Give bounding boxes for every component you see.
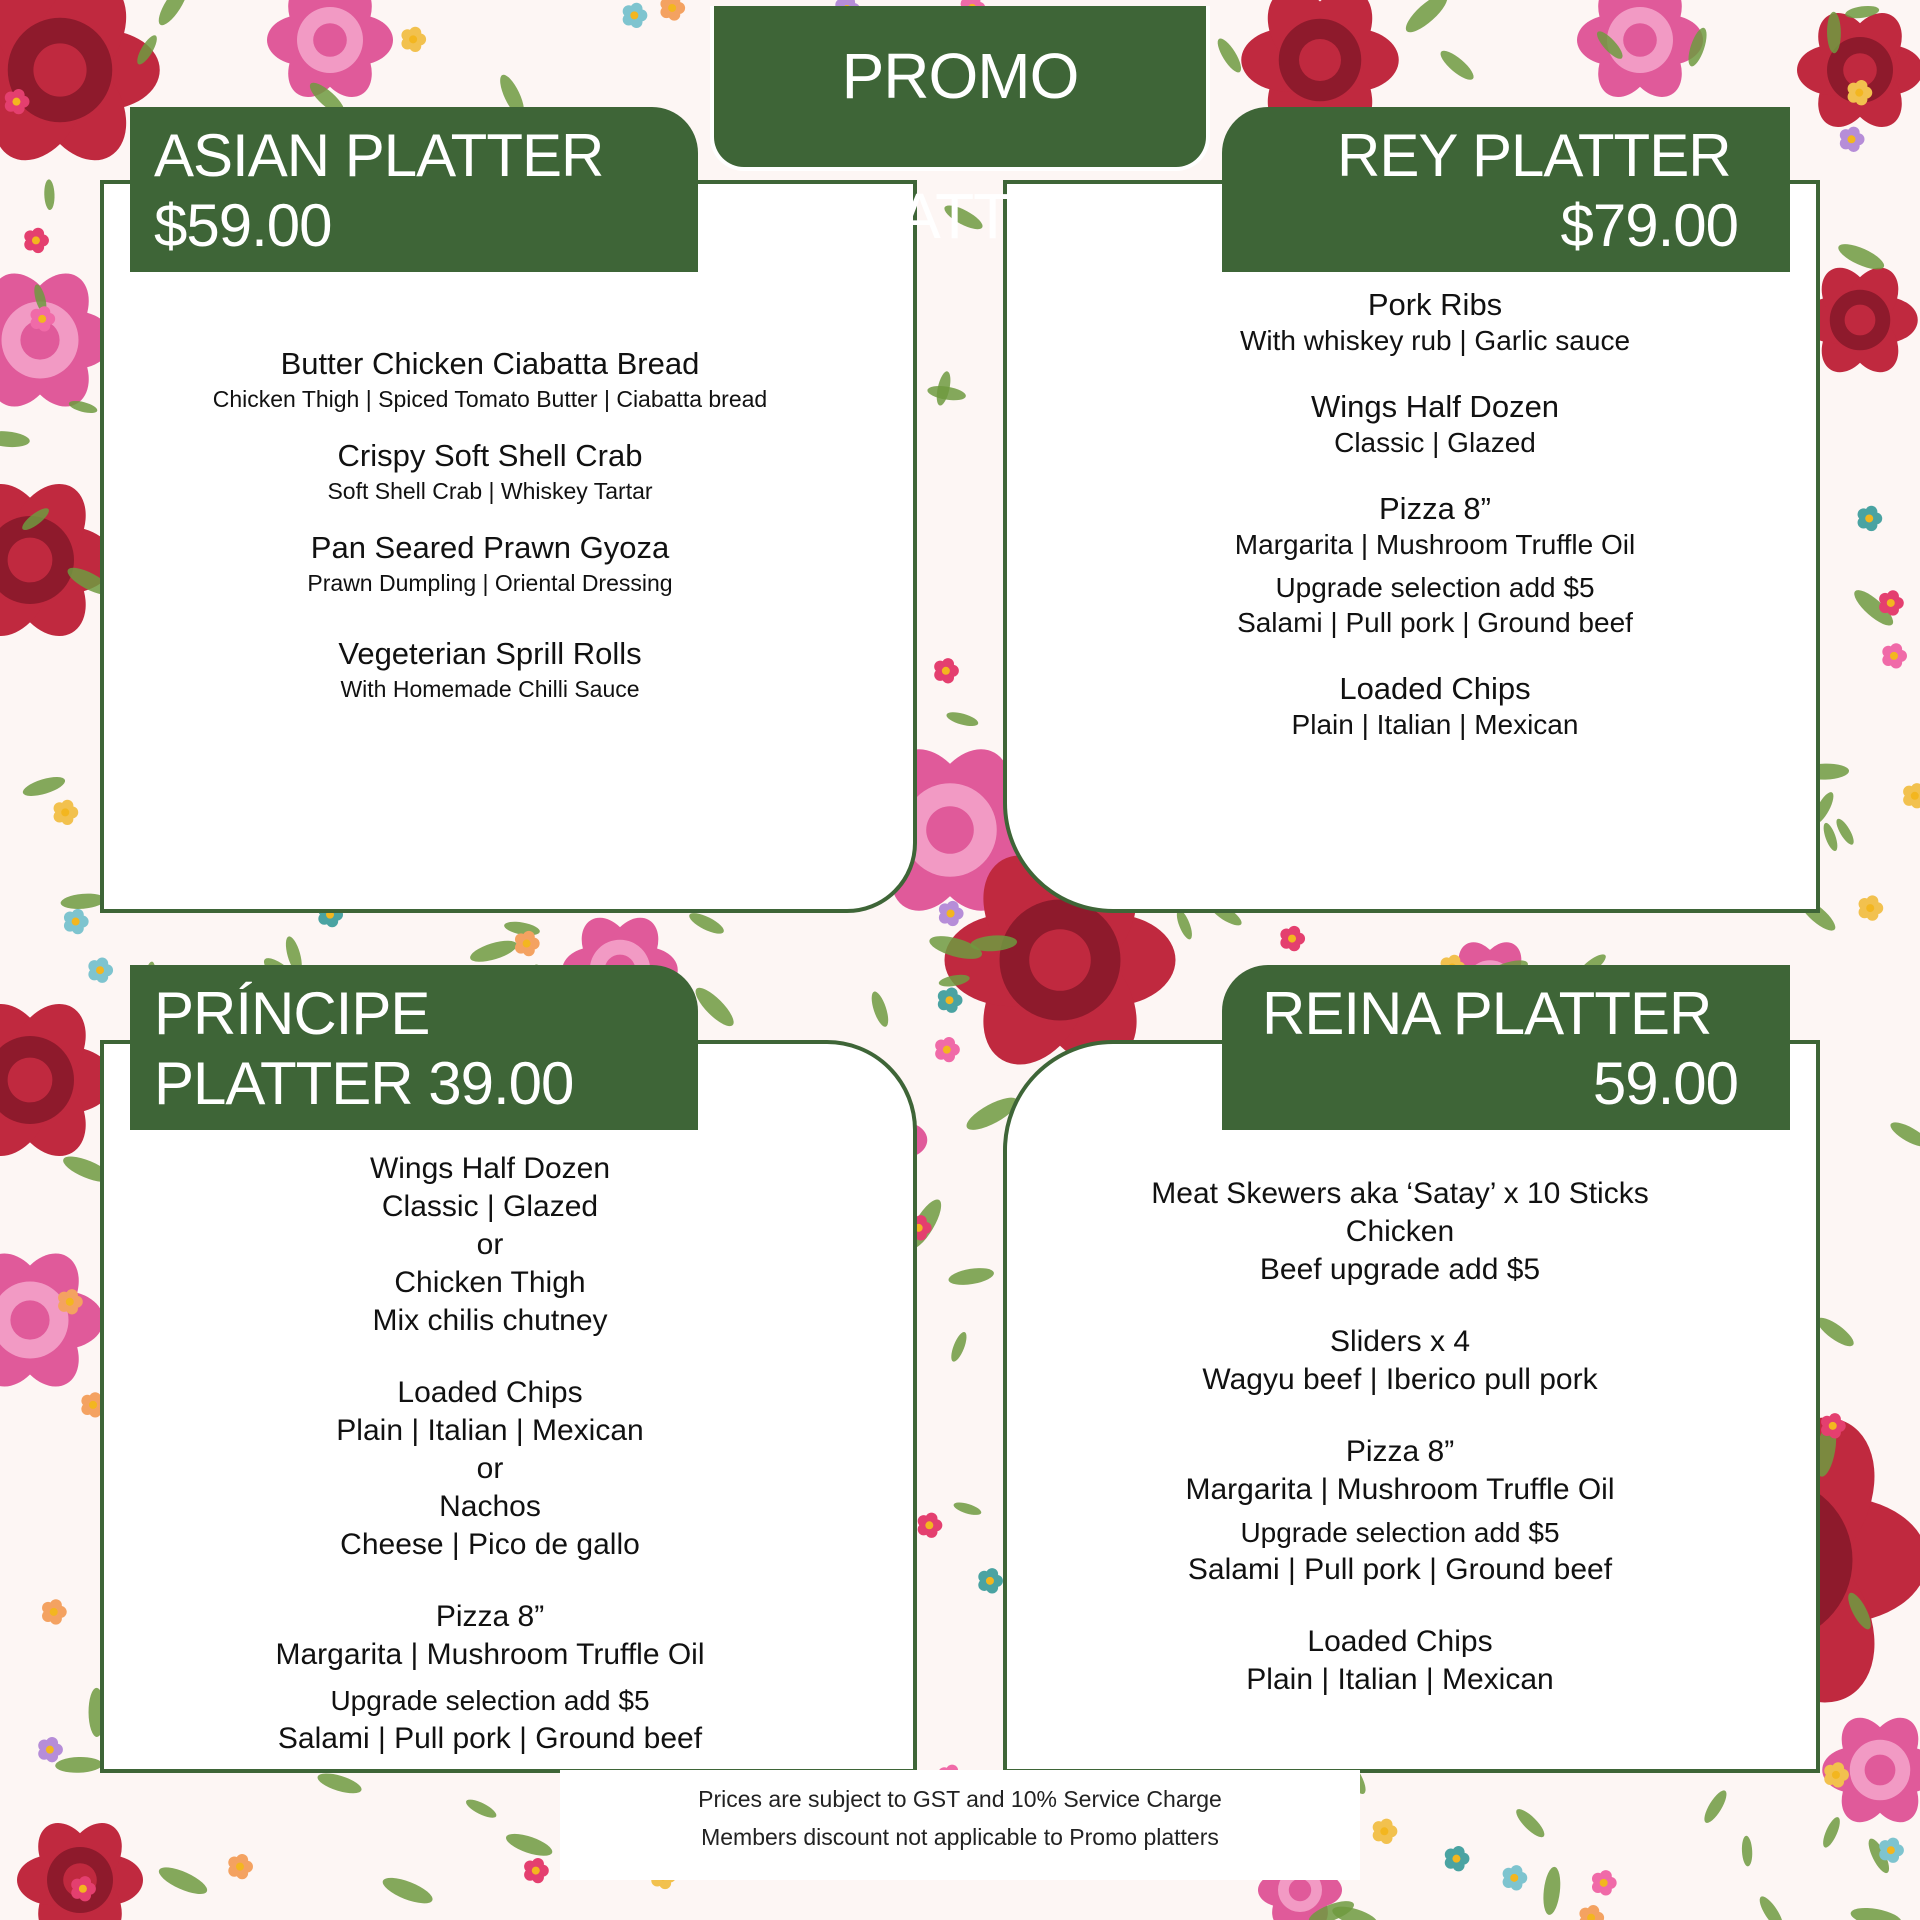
platter-name: ASIAN PLATTER bbox=[154, 122, 604, 189]
footer-notes bbox=[560, 1770, 1360, 1880]
blossom-decoration bbox=[918, 1513, 943, 1538]
menu-item-alt-title: Chicken Thigh bbox=[394, 1266, 586, 1299]
menu-item-title: Loaded Chips bbox=[1339, 671, 1531, 706]
menu-item-title: Loaded Chips bbox=[397, 1376, 583, 1409]
menu-item-title: Wings Half Dozen bbox=[369, 1152, 611, 1185]
menu-item-description: Classic | Glazed bbox=[1334, 427, 1536, 458]
menu-item-description: Wagyu beef | Iberico pull pork bbox=[1202, 1363, 1598, 1396]
asian-platter-header bbox=[130, 107, 698, 272]
platter-price: 59.00 bbox=[1592, 1050, 1738, 1117]
blossom-decoration bbox=[978, 1568, 1003, 1593]
menu-item bbox=[170, 529, 810, 599]
menu-item bbox=[1180, 671, 1690, 743]
menu-item-upgrade: Beef upgrade add $5 bbox=[1259, 1253, 1541, 1286]
menu-item bbox=[170, 635, 810, 705]
blossom-decoration bbox=[515, 931, 540, 956]
menu-item bbox=[1080, 1323, 1720, 1399]
leaf-decoration bbox=[1401, 0, 1453, 38]
leaf-decoration bbox=[380, 1873, 436, 1909]
blossom-decoration bbox=[934, 658, 959, 683]
upgrade-note: Upgrade selection add $5 bbox=[1240, 1517, 1560, 1548]
blossom-decoration bbox=[1840, 127, 1865, 152]
platter-name: REINA PLATTER bbox=[1262, 980, 1712, 1047]
reina-platter-header bbox=[1222, 965, 1790, 1130]
leaf-decoration bbox=[55, 1756, 103, 1773]
menu-item-description: Plain | Italian | Mexican bbox=[1291, 709, 1579, 740]
principe-platter-menu bbox=[190, 1150, 790, 1792]
leaf-decoration bbox=[1512, 1805, 1548, 1841]
menu-item bbox=[190, 1374, 790, 1564]
rose-decoration bbox=[0, 470, 114, 649]
leaf-decoration bbox=[0, 429, 30, 449]
blossom-decoration bbox=[939, 901, 964, 926]
blossom-decoration bbox=[1882, 643, 1907, 668]
blossom-decoration bbox=[1859, 895, 1884, 920]
menu-item-title: Butter Chicken Ciabatta Bread bbox=[280, 346, 700, 381]
menu-item bbox=[1180, 491, 1690, 641]
leaf-decoration bbox=[1887, 1118, 1920, 1151]
leaf-decoration bbox=[154, 0, 193, 29]
platter-price: $79.00 bbox=[1560, 192, 1738, 259]
leaf-decoration bbox=[464, 1796, 499, 1821]
menu-item-title: Crispy Soft Shell Crab bbox=[337, 438, 643, 473]
menu-item-alt-description: Cheese | Pico de gallo bbox=[340, 1528, 640, 1561]
menu-item bbox=[190, 1598, 790, 1758]
menu-item-description: With whiskey rub | Garlic sauce bbox=[1239, 325, 1631, 356]
leaf-decoration bbox=[60, 892, 106, 911]
menu-item-title: Pan Seared Prawn Gyoza bbox=[310, 530, 670, 565]
blossom-decoration bbox=[54, 800, 79, 825]
menu-item-description: Margarita | Mushroom Truffle Oil bbox=[1234, 529, 1636, 560]
upgrade-options: Salami | Pull pork | Ground beef bbox=[277, 1722, 703, 1755]
leaf-decoration bbox=[156, 1862, 211, 1899]
leaf-decoration bbox=[1437, 46, 1478, 84]
leaf-decoration bbox=[1700, 1787, 1730, 1825]
rose-decoration bbox=[1577, 0, 1703, 107]
leaf-decoration bbox=[945, 709, 980, 728]
leaf-decoration bbox=[1820, 1815, 1843, 1850]
leaf-decoration bbox=[1541, 1866, 1562, 1916]
blossom-decoration bbox=[1445, 1846, 1470, 1871]
blossom-decoration bbox=[1879, 1838, 1904, 1863]
blossom-decoration bbox=[1280, 926, 1305, 951]
blossom-decoration bbox=[1592, 1870, 1617, 1895]
blossom-decoration bbox=[64, 909, 89, 934]
menu-item-title: Wings Half Dozen bbox=[1310, 389, 1560, 424]
blossom-decoration bbox=[660, 0, 685, 21]
blossom-decoration bbox=[88, 958, 113, 983]
reina-platter-menu bbox=[1080, 1175, 1720, 1733]
upgrade-note: Upgrade selection add $5 bbox=[1275, 572, 1595, 603]
menu-item-title: Pizza 8” bbox=[435, 1600, 545, 1633]
blossom-decoration bbox=[935, 1037, 960, 1062]
menu-item-alt-title: Nachos bbox=[439, 1490, 541, 1523]
leaf-decoration bbox=[44, 179, 55, 210]
rose-decoration bbox=[0, 990, 114, 1169]
blossom-decoration bbox=[623, 3, 648, 28]
or-separator: or bbox=[476, 1228, 504, 1261]
menu-item-description: Margarita | Mushroom Truffle Oil bbox=[1185, 1473, 1615, 1506]
menu-item-title: Pork Ribs bbox=[1367, 287, 1503, 322]
leaf-decoration bbox=[868, 990, 891, 1029]
menu-item bbox=[1180, 389, 1690, 461]
blossom-decoration bbox=[1858, 506, 1883, 531]
blossom-decoration bbox=[524, 1858, 549, 1883]
blossom-decoration bbox=[228, 1854, 253, 1879]
footer-members-note: Members discount not applicable to Promo platters bbox=[701, 1824, 1219, 1850]
menu-item-description: Classic | Glazed bbox=[381, 1190, 599, 1223]
footer-gst-note: Prices are subject to GST and 10% Service Charge bbox=[698, 1786, 1222, 1812]
leaf-decoration bbox=[1214, 35, 1246, 75]
menu-item-title: Vegeterian Sprill Rolls bbox=[338, 636, 642, 671]
leaf-decoration bbox=[952, 1500, 982, 1517]
blossom-decoration bbox=[38, 1737, 63, 1762]
leaf-decoration bbox=[1174, 908, 1195, 941]
platter-name: REY PLATTER bbox=[1337, 122, 1731, 189]
promo-platter-title: PROMO PLATTER bbox=[710, 6, 1210, 171]
menu-item bbox=[170, 437, 810, 507]
upgrade-options: Salami | Pull pork | Ground beef bbox=[1237, 607, 1633, 638]
menu-item-description: Chicken Thigh | Spiced Tomato Butter | Ciabatta bread bbox=[212, 386, 768, 412]
asian-platter-menu bbox=[170, 345, 810, 727]
menu-item bbox=[1180, 287, 1690, 359]
leaf-decoration bbox=[504, 1829, 555, 1860]
menu-item bbox=[190, 1150, 790, 1340]
rose-decoration bbox=[17, 1813, 143, 1920]
platter-name: PRÍNCIPE bbox=[154, 980, 430, 1047]
menu-item bbox=[1080, 1433, 1720, 1589]
leaf-decoration bbox=[947, 1265, 995, 1287]
leaf-decoration bbox=[21, 773, 67, 800]
platter-price: $59.00 bbox=[154, 192, 332, 259]
rose-decoration bbox=[1797, 3, 1920, 137]
menu-item-description: Plain | Italian | Mexican bbox=[1246, 1663, 1554, 1696]
menu-item-title: Loaded Chips bbox=[1307, 1625, 1493, 1658]
leaf-decoration bbox=[1741, 1835, 1753, 1866]
platter-price: PLATTER 39.00 bbox=[154, 1050, 574, 1117]
rose-decoration bbox=[267, 0, 393, 107]
menu-item bbox=[170, 345, 810, 415]
blossom-decoration bbox=[1879, 590, 1904, 615]
leaf-decoration bbox=[1849, 1905, 1903, 1920]
menu-item-title: Meat Skewers aka ‘Satay’ x 10 Sticks bbox=[1151, 1177, 1649, 1210]
leaf-decoration bbox=[1756, 1893, 1787, 1920]
blossom-decoration bbox=[1503, 1865, 1528, 1890]
menu-item-description: Soft Shell Crab | Whiskey Tartar bbox=[327, 478, 653, 504]
menu-item bbox=[1080, 1175, 1720, 1289]
rey-platter-header bbox=[1222, 107, 1790, 272]
rose-decoration bbox=[0, 1242, 104, 1399]
principe-platter-header bbox=[130, 965, 698, 1130]
leaf-decoration bbox=[948, 1330, 969, 1363]
menu-item-title: Sliders x 4 bbox=[1329, 1325, 1471, 1358]
blossom-decoration bbox=[1903, 783, 1920, 808]
upgrade-options: Salami | Pull pork | Ground beef bbox=[1187, 1553, 1613, 1586]
blossom-decoration bbox=[24, 228, 49, 253]
menu-item-title: Pizza 8” bbox=[1379, 491, 1491, 526]
menu-item bbox=[1080, 1623, 1720, 1699]
blossom-decoration bbox=[1373, 1819, 1398, 1844]
menu-item-description: Chicken bbox=[1345, 1215, 1455, 1248]
menu-item-description: Prawn Dumpling | Oriental Dressing bbox=[307, 570, 673, 596]
blossom-decoration bbox=[1579, 1905, 1604, 1920]
menu-item-description: Margarita | Mushroom Truffle Oil bbox=[275, 1638, 705, 1671]
blossom-decoration bbox=[42, 1599, 67, 1624]
upgrade-note: Upgrade selection add $5 bbox=[330, 1685, 650, 1716]
leaf-decoration bbox=[687, 909, 727, 937]
blossom-decoration bbox=[401, 27, 426, 52]
rose-decoration bbox=[0, 262, 114, 419]
menu-item-alt-description: Mix chilis chutney bbox=[372, 1304, 608, 1337]
blossom-decoration bbox=[938, 988, 963, 1013]
leaf-decoration bbox=[468, 936, 519, 966]
menu-item-description: Plain | Italian | Mexican bbox=[336, 1414, 644, 1447]
or-separator: or bbox=[476, 1452, 504, 1485]
menu-item-description: With Homemade Chilli Sauce bbox=[340, 676, 640, 702]
menu-item-title: Pizza 8” bbox=[1345, 1435, 1455, 1468]
rey-platter-menu bbox=[1180, 287, 1690, 773]
